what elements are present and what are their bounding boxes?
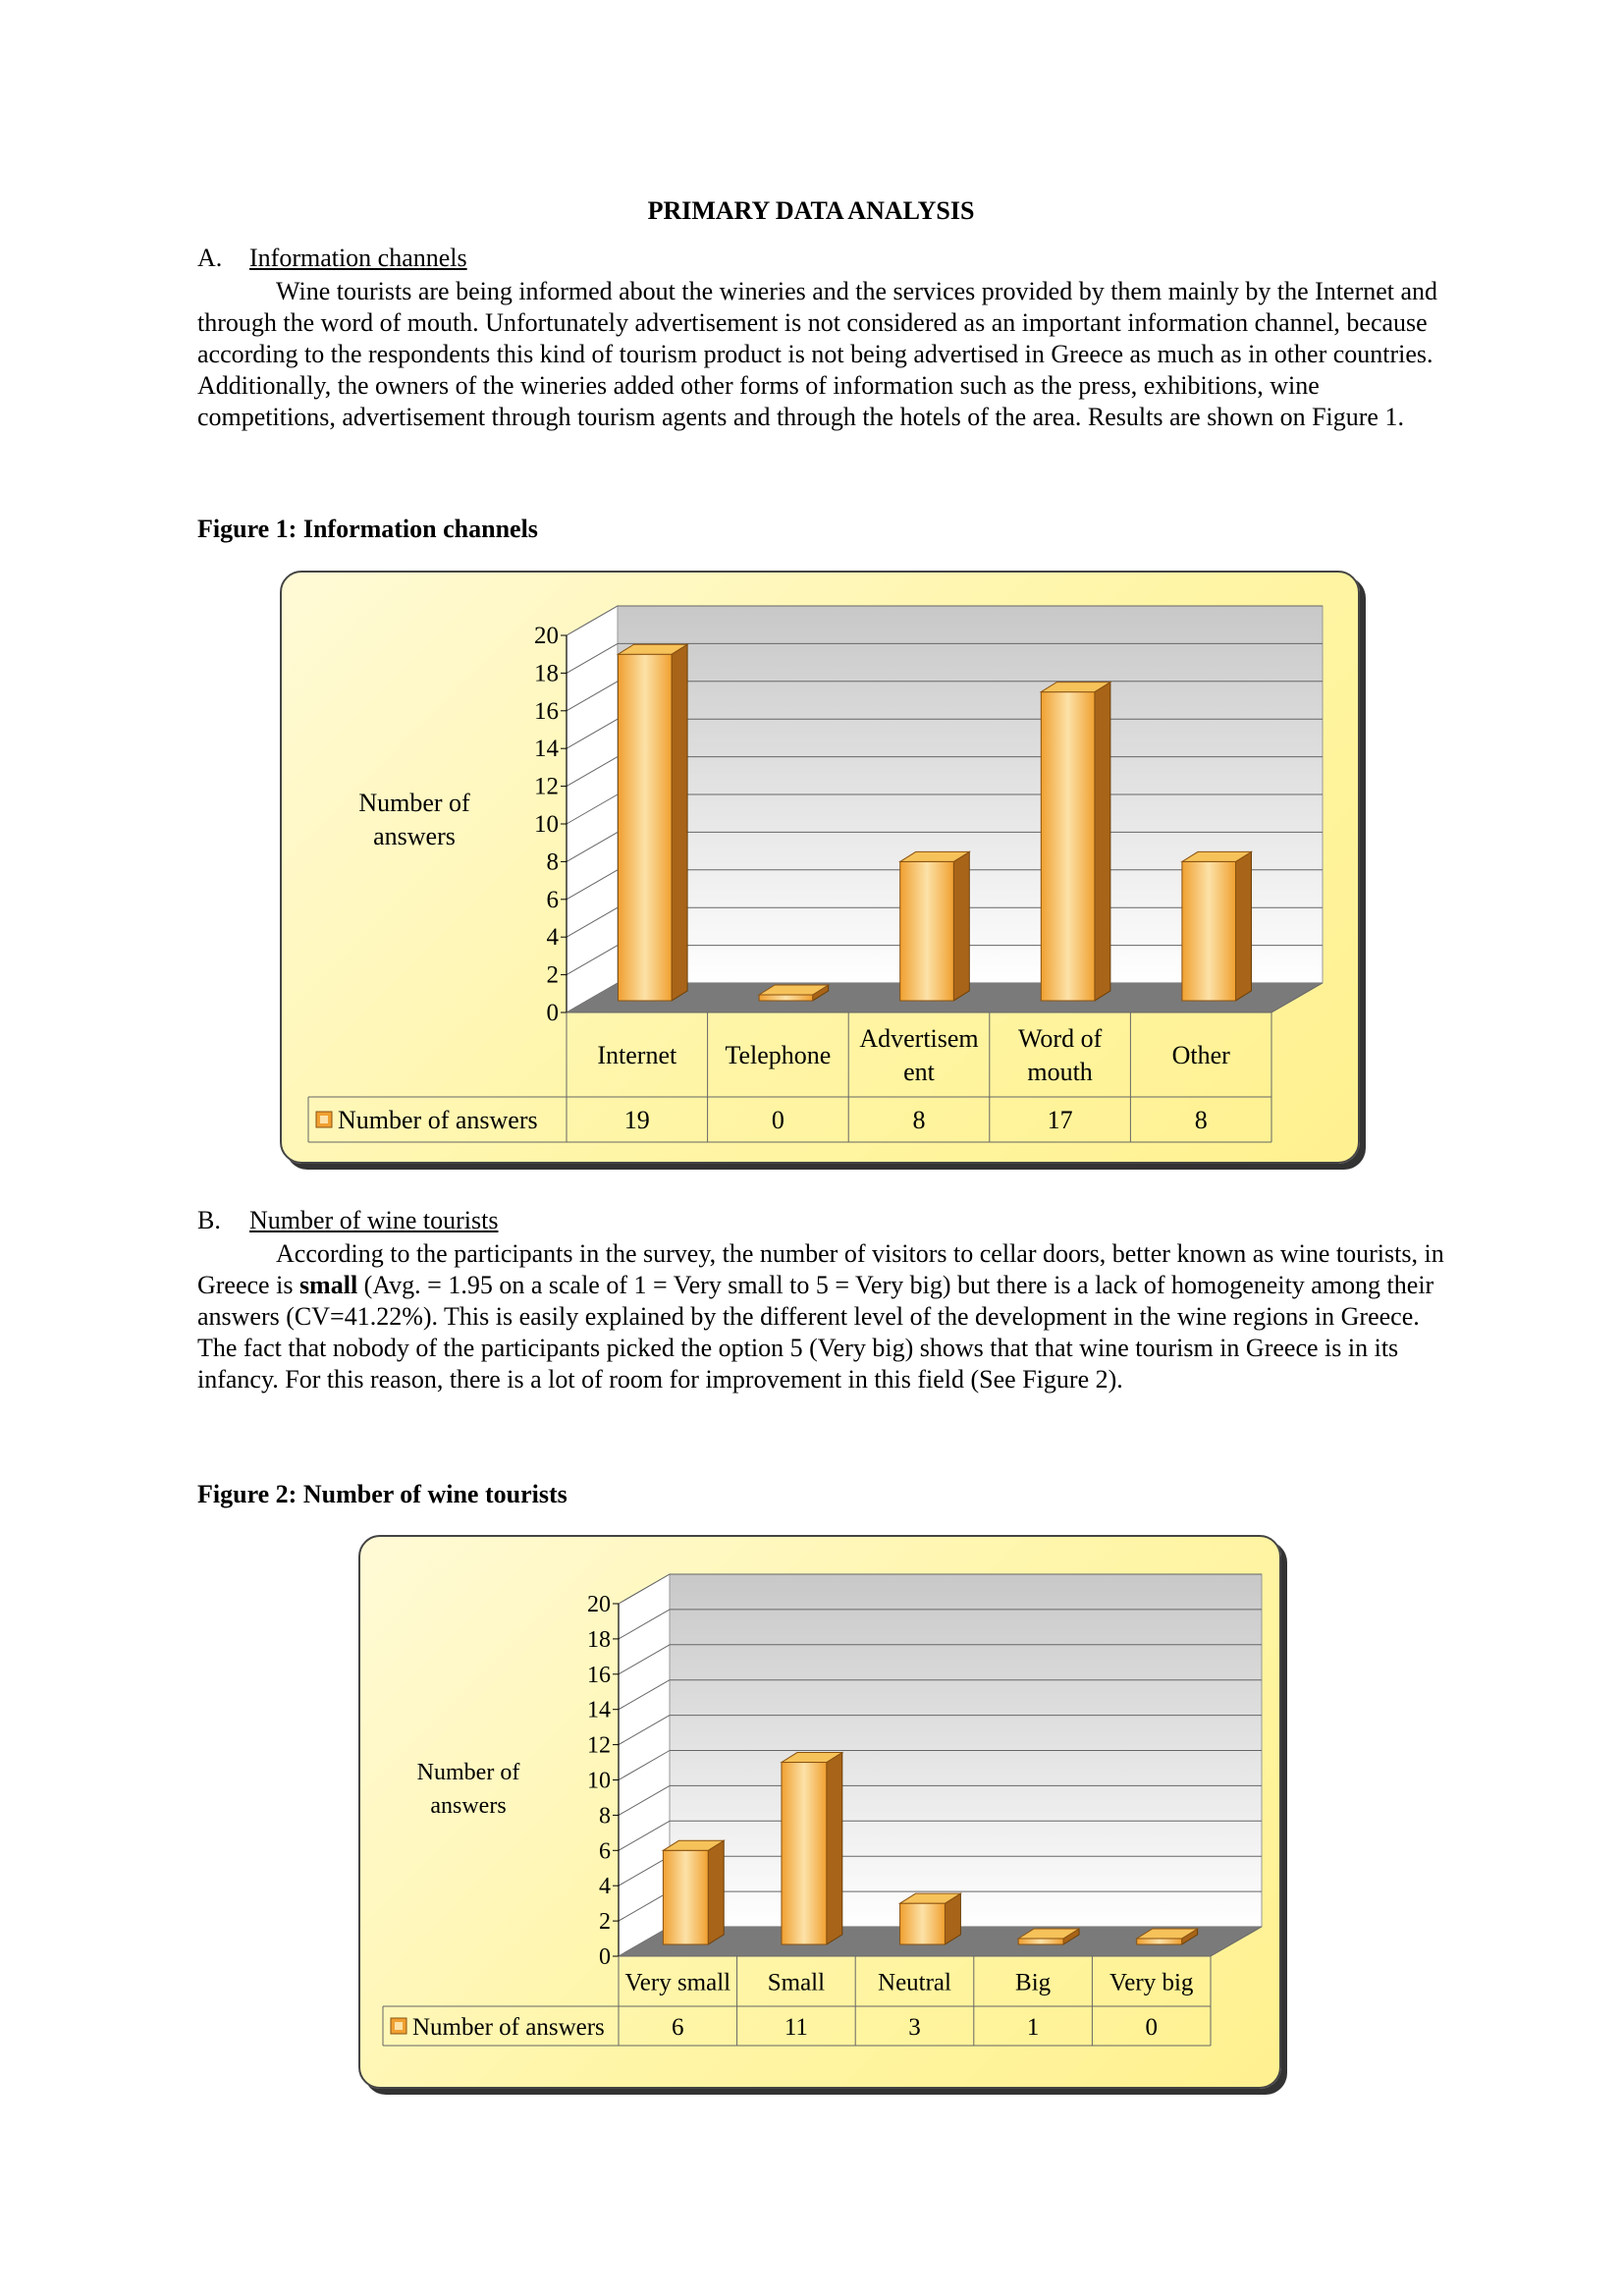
y-tick-label: 12 (534, 773, 559, 800)
section-a-title: Information channels (249, 244, 467, 272)
bar-front (759, 995, 813, 1001)
y-tick-label: 6 (546, 886, 559, 913)
bar-side (708, 1840, 724, 1944)
bar-front (900, 1903, 946, 1944)
legend-swatch-inner (320, 1116, 328, 1123)
category-label: Neutral (878, 1969, 951, 1996)
y-tick-label: 4 (546, 924, 559, 952)
y-tick-label: 8 (546, 848, 559, 876)
section-b-text-2: (Avg. = 1.95 on a scale of 1 = Very small to 5 = Very big) but there is a lack of homogeneity among their answers (CV=41.22%). This is easily explained by the different level of the development in the wine regions in Greece. The fact that nobody of the participants picked the option 5 (Very big) shows that that wine tourism in Greece is in its infancy. For this reason, there is a lot of room for improvement in this field (See Figure 2). (197, 1271, 1434, 1394)
bar-side (1235, 851, 1251, 1001)
bar-very-small (663, 1840, 724, 1944)
y-tick-label: 18 (587, 1626, 611, 1653)
bar-word-of-mouth (1041, 683, 1110, 1001)
bar-front (1137, 1939, 1182, 1944)
section-a-paragraph: Wine tourists are being informed about the wineries and the services provided by them mainly by the Internet and through the word of mouth. Unfortunately advertisement is not considered as an important information channel, because according to the respondents this kind of tourism product is not being advertised in Greece as much as in other countries. Additionally, the owners of the wineries added other forms of information such as the press, exhibitions, wine competitions, advertisement through tourism agents and through the hotels of the area. Results are shown on Figure 1. (197, 277, 1438, 431)
category-label: Advertisem (859, 1024, 979, 1054)
figure-1-caption: Figure 1: Information channels (197, 515, 538, 543)
category-label: Very small (624, 1969, 731, 1996)
bar-small (782, 1753, 842, 1944)
y-tick-label: 0 (546, 1000, 559, 1026)
bar-front (619, 654, 673, 1001)
y-tick-label: 6 (599, 1838, 611, 1865)
section-b-paragraph (197, 1238, 1444, 1395)
bar-internet (619, 644, 688, 1001)
figure-2-caption: Figure 2: Number of wine tourists (197, 1480, 568, 1508)
data-label: 6 (672, 2013, 684, 2041)
y-axis-label-line1: Number of (416, 1760, 520, 1785)
section-a-letter: A. (197, 244, 223, 272)
bar-front (1041, 692, 1095, 1001)
bar-front (663, 1850, 708, 1944)
data-label: 17 (1047, 1106, 1073, 1135)
bar-side (953, 851, 969, 1001)
y-tick-label: 8 (599, 1803, 611, 1830)
bar-side (1095, 683, 1110, 1001)
data-label: 0 (771, 1106, 784, 1135)
bar-front (782, 1763, 827, 1944)
page-title: PRIMARY DATA ANALYSIS (647, 196, 975, 225)
figure-2-plot (360, 1537, 1279, 2087)
data-label: 8 (1194, 1106, 1208, 1135)
section-b-heading (197, 1206, 498, 1235)
bar-neutral (900, 1893, 961, 1944)
category-label: Telephone (725, 1041, 832, 1070)
figure-1-plot (282, 573, 1358, 1162)
y-tick-label: 2 (599, 1909, 611, 1936)
y-tick-label: 20 (534, 623, 559, 649)
section-b-letter: B. (197, 1206, 221, 1234)
category-label: ent (903, 1058, 935, 1087)
legend-label: Number of answers (412, 2013, 605, 2041)
bar-front (900, 861, 954, 1001)
legend-label: Number of answers (338, 1106, 538, 1135)
section-a-heading (197, 244, 467, 273)
y-tick-label: 14 (534, 736, 559, 763)
category-label: Other (1171, 1041, 1230, 1070)
y-axis-label-line1: Number of (358, 789, 470, 817)
y-tick-label: 12 (587, 1732, 611, 1759)
data-label: 11 (784, 2013, 808, 2041)
y-tick-label: 20 (587, 1592, 611, 1617)
section-b-bold: small (298, 1271, 358, 1299)
y-tick-label: 16 (534, 697, 559, 725)
category-label: Internet (597, 1041, 677, 1070)
section-b-title: Number of wine tourists (249, 1206, 499, 1234)
figure-2-chart (358, 1535, 1281, 2089)
category-label: Very big (1108, 1969, 1194, 1996)
bar-advertisem-ent (900, 851, 970, 1001)
y-tick-label: 2 (546, 961, 559, 989)
data-label: 3 (908, 2013, 921, 2041)
legend-swatch-inner (395, 2022, 403, 2030)
data-label: 19 (623, 1106, 650, 1135)
y-axis-label-line2: answers (373, 822, 456, 850)
category-label: Small (767, 1969, 826, 1996)
bar-front (1182, 861, 1236, 1001)
y-tick-label: 4 (599, 1874, 611, 1900)
data-label: 0 (1145, 2013, 1158, 2041)
category-label: Word of (1017, 1024, 1103, 1054)
bar-other (1182, 851, 1252, 1001)
section-b-text-1: According to the participants in the survey, the number of visitors to cellar doors, better known as wine tourists, in Greece is (197, 1239, 1444, 1299)
category-label: mouth (1027, 1058, 1093, 1087)
y-tick-label: 18 (534, 660, 559, 687)
bar-front (1018, 1939, 1063, 1944)
y-tick-label: 0 (599, 1944, 611, 1970)
y-tick-label: 10 (534, 811, 559, 838)
y-tick-label: 16 (587, 1662, 611, 1688)
data-label: 1 (1026, 2013, 1040, 2041)
y-axis-label-line2: answers (430, 1793, 507, 1819)
category-label: Big (1015, 1969, 1052, 1996)
data-label: 8 (912, 1106, 926, 1135)
y-tick-label: 10 (587, 1768, 611, 1794)
bar-side (827, 1753, 842, 1944)
figure-1-chart (280, 571, 1360, 1164)
bar-side (672, 644, 687, 1001)
y-tick-label: 14 (587, 1697, 611, 1723)
